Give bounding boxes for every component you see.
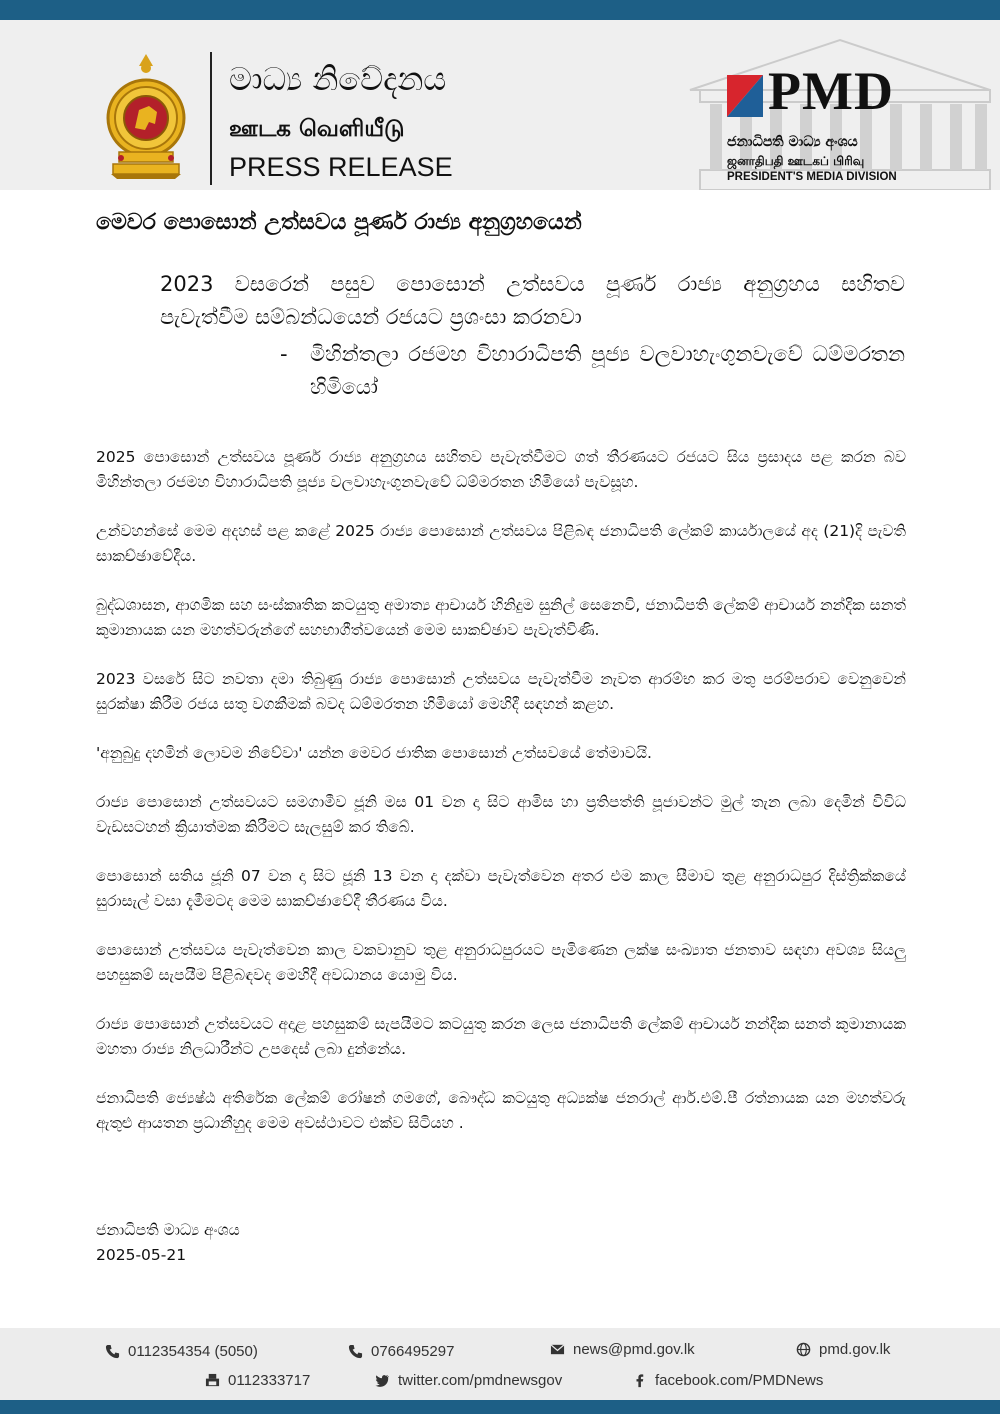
paragraph: රාජ්‍ය පොසොන් උත්සවයට සමගාමීව ජූනි මස 01 වන දා සිට ආමිස හා ප්‍රතිපත්ති පූජාවන්ට මුල් තැන ලබා දෙමින් විවිධ වැඩසටහන් ක්‍රියාත්මක කිරීමට සැලසුම් කර තිබේ. bbox=[96, 793, 906, 836]
pmd-name-sinhala: ජනාධිපති මාධ්‍ය අංශය bbox=[727, 134, 858, 150]
paragraph: රාජ්‍ය පොසොන් උත්සවයට අදාළ පහසුකම් සැපයීමට කටයුතු කරන ලෙස ජනාධිපති ලේකම් ආචාර්ය නන්දික සනත් කුමානායක මහතා රාජ්‍ය නිලධාරීන්ට උපදෙස් ලබා දුන්නේය. bbox=[96, 1015, 906, 1058]
subheading-line-1: 2023 වසරෙන් පසුව පොසොන් උත්සවය පූර්ණ රාජ්‍ය අනුග්‍රහය සහිතව bbox=[160, 272, 905, 296]
article-body bbox=[96, 445, 906, 1160]
phone-icon bbox=[105, 1344, 120, 1359]
signature: ජනාධිපති මාධ්‍ය අංශය bbox=[96, 1221, 240, 1239]
paragraph: උන්වහන්සේ මෙම අදහස් පළ කළේ 2025 රාජ්‍ය පොසොන් උත්සවය පිළිබඳ ජනාධිපති ලේකම් කාර්යාලයේ අද (21)දි පැවති සාකච්ඡාවේදීය. bbox=[96, 522, 906, 565]
email-text: news@pmd.gov.lk bbox=[573, 1341, 695, 1358]
paragraph: බුද්ධශාසන, ආගමික සහ සංස්කෘතික කටයුතු අමාත්‍ය ආචාර්ය හිනිදුම සුනිල් සෙනෙවි, ජනාධිපති ලේකම් ආචාර්ය නන්දික සනත් කුමානායක යන මහත්වරුන්ගේ සහභාගීත්වයෙන් මෙම සාකච්ඡාව පැවැත්විණි. bbox=[96, 596, 906, 639]
signature-block bbox=[96, 1218, 240, 1268]
email-icon bbox=[550, 1342, 565, 1357]
contact-phone[interactable] bbox=[105, 1343, 258, 1360]
bottom-accent-bar bbox=[0, 1400, 1000, 1414]
website-text: pmd.gov.lk bbox=[819, 1341, 891, 1358]
paragraph: පොසොන් උත්සවය පැවැත්වෙන කාල වකවානුව තුළ අනුරාධපුරයට පැමිණෙන ලක්ෂ සංඛ්‍යාත ජනතාව සඳහා අවශ්‍ය සියලු පහසුකම් සැපයීම පිළිබඳවද මෙහිදී අවධානය යොමු විය. bbox=[96, 941, 906, 984]
contact-twitter[interactable] bbox=[375, 1372, 562, 1389]
paragraph: පොසොන් සතිය ජූනි 07 වන දා සිට ජූනි 13 වන දා දක්වා පැවැත්වෙන අතර එම කාල සීමාව තුළ අනුරාධපුර දිස්ත්‍රික්කයේ සුරාසැල් වසා දැමීමටද මෙම සාකච්ඡාවේදී තීරණය විය. bbox=[96, 867, 906, 910]
title-tamil: ஊடக வெளியீடு bbox=[229, 116, 405, 142]
headline: මෙවර පොසොන් උත්සවය පූර්ණ රාජ්‍ය අනුග්‍රහයෙන් bbox=[96, 210, 582, 235]
paragraph: 2025 පොසොන් උත්සවය පූර්ණ රාජ්‍ය අනුග්‍රහය සහිතව පැවැත්වීමට ගත් තීරණයට රජයට සිය ප්‍රසාදය පළ කරන බව මිහින්තලා රජමහ විහාරාධිපති පූජ්‍ය වලවාහැංගුනවැවේ ධම්මරතන හිමියෝ පැවසූහ. bbox=[96, 448, 906, 491]
title-english: PRESS RELEASE bbox=[229, 152, 453, 182]
header-divider bbox=[210, 52, 212, 185]
twitter-text: twitter.com/pmdnewsgov bbox=[398, 1372, 563, 1389]
contact-website[interactable] bbox=[796, 1341, 890, 1358]
phone-text: 0112354354 (5050) bbox=[128, 1343, 258, 1360]
subheading-line-2: පැවැත්වීම සම්බන්ධයෙන් රජයට ප්‍රශංසා කරනවා bbox=[160, 305, 582, 329]
top-accent-bar bbox=[0, 0, 1000, 20]
pmd-name-english: PRESIDENT'S MEDIA DIVISION bbox=[727, 171, 897, 183]
facebook-text: facebook.com/PMDNews bbox=[655, 1372, 824, 1389]
mobile-text: 0766495297 bbox=[371, 1343, 455, 1360]
release-date: 2025-05-21 bbox=[96, 1246, 187, 1264]
contact-email[interactable] bbox=[550, 1341, 695, 1358]
contact-mobile[interactable] bbox=[348, 1343, 454, 1360]
national-emblem-icon bbox=[105, 52, 187, 180]
paragraph: ජනාධිපති ජ්‍යෙෂ්ඨ අතිරේක ලේකම් රෝෂන් ගමගේ, බෞද්ධ කටයුතු අධ්‍යක්ෂ ජනරාල් ආර්.එම්.පී රත්නායක යන මහත්වරු ඇතුළු ආයතන ප්‍රධානීහුද මෙම අවස්ථාවට එක්ව සිටියහ . bbox=[96, 1089, 906, 1132]
facebook-icon bbox=[632, 1373, 647, 1388]
fax-text: 0112333717 bbox=[228, 1372, 311, 1389]
fax-icon bbox=[205, 1373, 220, 1388]
paragraph: 'අනුබුදු දහමින් ලොවම නිවේවා' යන්න මෙවර ජාතික පොසොන් උත්සවයේ තේමාවයි. bbox=[96, 744, 652, 762]
letterhead bbox=[0, 20, 1000, 190]
pmd-name-tamil: ஜனாதிபதி ஊடகப் பிரிவு bbox=[727, 154, 865, 168]
contact-fax[interactable] bbox=[205, 1372, 310, 1389]
paragraph: 2023 වසරේ සිට නවතා දමා තිබුණු රාජ්‍ය පොසොන් උත්සවය පැවැත්වීම නැවත ආරම්භ කර මතු පරම්පරාව වෙනුවෙන් සුරක්ෂා කිරීම රජය සතු වගකීමක් බවද ධම්මරතන හිමියෝ මෙහිදී සඳහන් කළහ. bbox=[96, 670, 906, 713]
quote-attribution: මිහින්තලා රජමහ විහාරාධිපති පූජ්‍ය වලවාහැංගුනවැවේ ධම්මරතන හිමියෝ bbox=[310, 342, 905, 399]
pmd-logo-icon bbox=[727, 75, 763, 117]
contact-facebook[interactable] bbox=[632, 1372, 823, 1389]
quote-dash: - bbox=[280, 342, 288, 366]
mobile-icon bbox=[348, 1344, 363, 1359]
pmd-logo-text: PMD bbox=[768, 61, 894, 121]
twitter-icon bbox=[375, 1373, 390, 1388]
contact-footer bbox=[0, 1328, 1000, 1400]
globe-icon bbox=[796, 1342, 811, 1357]
title-sinhala: මාධ්‍ය නිවේදනය bbox=[229, 60, 447, 98]
